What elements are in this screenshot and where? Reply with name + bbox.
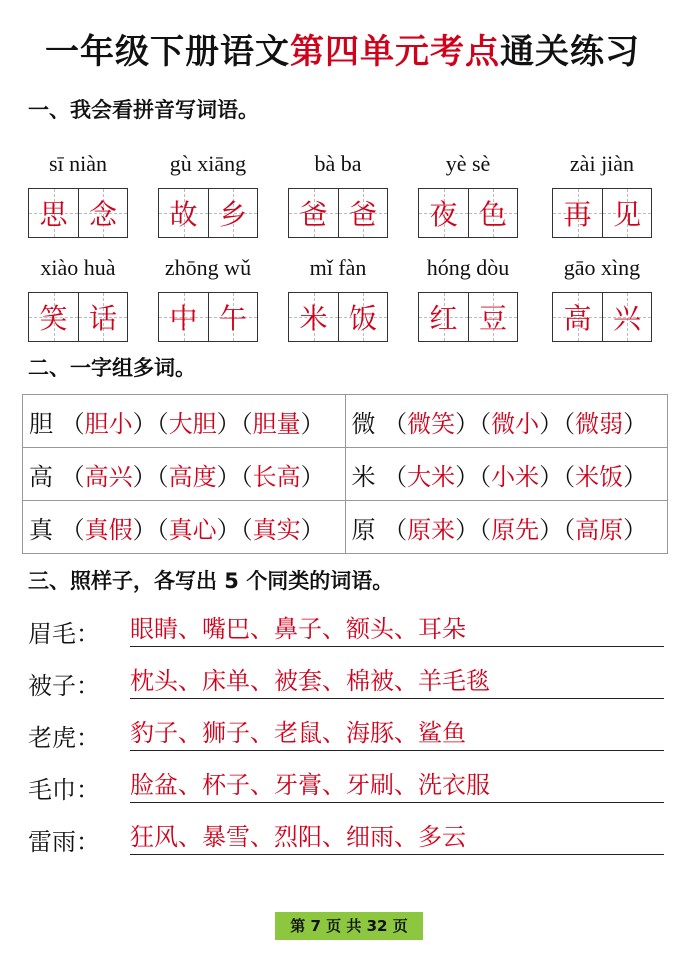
pinyin-text: mǐ fàn [309, 255, 367, 280]
answer-word: 高兴 [84, 462, 133, 491]
head-character: 微 [351, 409, 376, 438]
grid-cell [289, 293, 338, 341]
grid-cell [419, 293, 468, 341]
category-row [28, 766, 668, 818]
head-character: 高 [29, 462, 53, 491]
answer-character: 豆 [478, 302, 507, 335]
answer-word: 微弱 [575, 409, 624, 438]
category-row [28, 818, 668, 870]
pinyin-text: hóng dòu [426, 255, 510, 280]
character-grid [28, 188, 128, 238]
answer-character: 见 [612, 198, 641, 231]
head-character: 原 [351, 515, 376, 544]
category-answer: 狂风、暴雪、烈阳、细雨、多云 [130, 822, 664, 855]
grid-cell [159, 189, 208, 237]
answer-word: 真实 [252, 515, 301, 544]
category-answer: 脸盆、杯子、牙膏、牙刷、洗衣服 [130, 770, 664, 803]
grid-cell [602, 293, 651, 341]
answer-word: 胆量 [252, 409, 301, 438]
pinyin-text: bà ba [314, 151, 362, 176]
answer-character: 兴 [612, 302, 641, 335]
answer-character: 思 [39, 198, 68, 231]
category-label: 毛巾： [28, 776, 100, 804]
answer-word: 大胆 [168, 409, 217, 438]
head-character: 胆 [29, 409, 53, 438]
answer-character: 再 [563, 198, 592, 231]
answer-word: 大米 [407, 462, 456, 491]
word-cell: 胆 （胆小）（大胆）（胆量） [23, 395, 346, 448]
answer-character: 中 [169, 302, 198, 335]
category-label: 眉毛： [28, 620, 100, 648]
answer-character: 米 [299, 302, 328, 335]
answer-word: 小米 [491, 462, 540, 491]
pinyin-text: zhōng wǔ [164, 255, 252, 280]
answer-character: 笑 [39, 302, 68, 335]
character-grid [552, 188, 652, 238]
character-grid [28, 292, 128, 342]
pinyin-text: gāo xìng [563, 255, 641, 280]
grid-cell [553, 293, 602, 341]
character-grid [552, 292, 652, 342]
page-title [0, 30, 685, 74]
grid-cell [602, 189, 651, 237]
pinyin-text: gù xiāng [169, 151, 247, 176]
category-row [28, 662, 668, 714]
section1-heading: 一、我会看拼音写词语。 [28, 98, 259, 122]
answer-character: 饭 [348, 302, 377, 335]
answer-character: 爸 [299, 198, 328, 231]
grid-cell [29, 189, 78, 237]
head-character: 真 [29, 515, 53, 544]
character-grid [288, 292, 388, 342]
character-grid [288, 188, 388, 238]
pinyin-text: zài jiàn [569, 151, 635, 176]
title-part3: 通关练习 [500, 32, 640, 72]
category-answer: 眼睛、嘴巴、鼻子、额头、耳朵 [130, 614, 664, 647]
category-answer: 枕头、床单、被套、棉被、羊毛毯 [130, 666, 664, 699]
answer-word: 原先 [491, 515, 540, 544]
title-part1: 一年级下册语文 [45, 32, 290, 72]
grid-cell [553, 189, 602, 237]
answer-character: 念 [88, 198, 117, 231]
title-part2: 第四单元考点 [290, 32, 500, 72]
character-grid [158, 292, 258, 342]
answer-character: 乡 [218, 198, 247, 231]
answer-word: 胆小 [84, 409, 133, 438]
grid-cell [289, 189, 338, 237]
answer-word: 高度 [168, 462, 217, 491]
answer-character: 色 [478, 198, 507, 231]
pinyin-text: xiào huà [40, 255, 116, 280]
table-row [23, 501, 668, 554]
page-footer: 第 7 页 共 32 页 [275, 912, 423, 940]
character-grid [418, 188, 518, 238]
character-grid [418, 292, 518, 342]
category-answer: 豹子、狮子、老鼠、海豚、鲨鱼 [130, 718, 664, 751]
word-cell: 高 （高兴）（高度）（长高） [23, 448, 346, 501]
grid-cell [78, 189, 127, 237]
answer-character: 红 [429, 302, 458, 335]
answer-word: 高原 [575, 515, 624, 544]
grid-cell [78, 293, 127, 341]
category-row [28, 714, 668, 766]
answer-character: 高 [563, 302, 592, 335]
pinyin-text: sī niàn [48, 151, 108, 176]
category-label: 被子： [28, 672, 100, 700]
answer-word: 米饭 [575, 462, 624, 491]
grid-cell [468, 293, 517, 341]
grid-cell [29, 293, 78, 341]
grid-cell [208, 189, 257, 237]
category-label: 雷雨： [28, 828, 100, 856]
word-cell: 原 （原来）（原先）（高原） [345, 501, 668, 554]
section2-heading: 二、一字组多词。 [28, 356, 196, 380]
head-character: 米 [351, 462, 376, 491]
answer-character: 话 [88, 302, 117, 335]
grid-cell [208, 293, 257, 341]
answer-character: 夜 [429, 198, 458, 231]
grid-cell [338, 189, 387, 237]
table-row [23, 395, 668, 448]
answer-word: 微小 [491, 409, 540, 438]
character-grid [158, 188, 258, 238]
category-label: 老虎： [28, 724, 100, 752]
answer-character: 午 [218, 302, 247, 335]
section3-heading: 三、照样子，各写出 5 个同类的词语。 [28, 569, 394, 593]
grid-cell [468, 189, 517, 237]
category-row [28, 610, 668, 662]
answer-character: 故 [169, 198, 198, 231]
grid-cell [338, 293, 387, 341]
answer-word: 微笑 [407, 409, 456, 438]
word-table [22, 394, 668, 554]
pinyin-text: yè sè [445, 151, 491, 176]
answer-character: 爸 [348, 198, 377, 231]
word-cell: 真 （真假）（真心）（真实） [23, 501, 346, 554]
answer-word: 原来 [407, 515, 456, 544]
answer-word: 真心 [168, 515, 217, 544]
answer-word: 真假 [84, 515, 133, 544]
word-cell: 微 （微笑）（微小）（微弱） [345, 395, 668, 448]
grid-cell [159, 293, 208, 341]
answer-word: 长高 [252, 462, 301, 491]
grid-cell [419, 189, 468, 237]
word-cell: 米 （大米）（小米）（米饭） [345, 448, 668, 501]
table-row [23, 448, 668, 501]
